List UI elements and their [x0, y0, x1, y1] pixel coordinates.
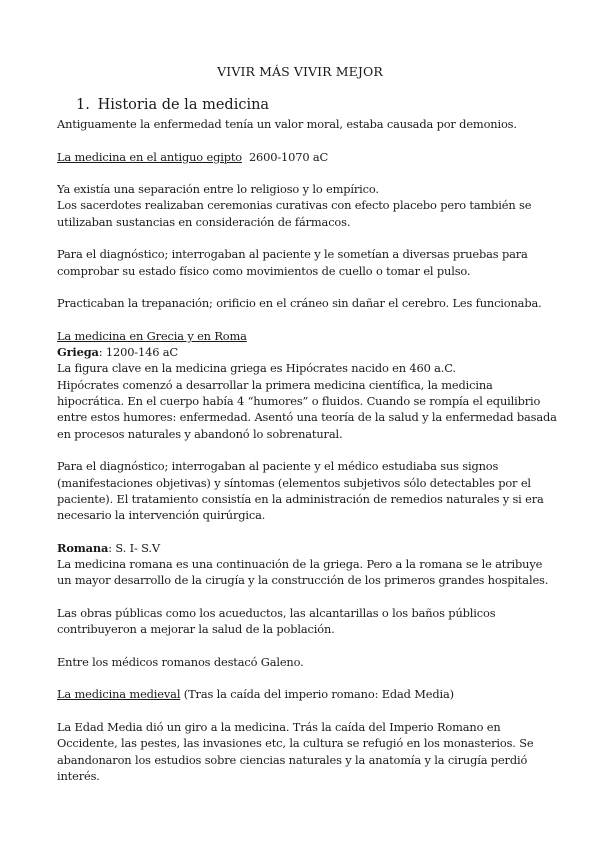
rome-label: Romana [57, 540, 109, 555]
section-heading [76, 97, 269, 113]
egypt-paragraph-1b: Los sacerdotes realizaban ceremonias curativas con efecto placebo pero también se utilizaban sustancias en consideración de fármacos. [57, 198, 532, 229]
section-heading-text: Historia de la medicina [97, 97, 270, 113]
medieval-paragraph-1: La Edad Media dió un giro a la medicina. Trás la caída del Imperio Romano en Occidente, las pestes, las invasiones etc, la cultura se refugió en los monasterios. Se abandonaron los estudios sobre ciencias naturales y la anatomía y la cirugía perdió interés. [57, 719, 534, 783]
egypt-dates: 2600-1070 aC [248, 149, 329, 164]
egypt-heading: La medicina en el antiguo egipto [57, 149, 242, 164]
greece-rome-heading [57, 328, 557, 344]
medieval-note: (Tras la caída del imperio romano: Edad Media) [180, 687, 454, 702]
rome-paragraph-3: Entre los médicos romanos destacó Galeno. [57, 654, 304, 669]
document-title: VIVIR MÁS VIVIR MEJOR [217, 64, 383, 79]
egypt-paragraph-1a: Ya existía una separación entre lo religioso y lo empírico. [57, 182, 379, 197]
medieval-heading: La medicina medieval [57, 687, 181, 702]
greece-rome-heading-text: La medicina en Grecia y en Roma [57, 328, 247, 343]
greece-paragraph-1: La figura clave en la medicina griega es Hipócrates nacido en 460 a.C. [57, 361, 456, 376]
egypt-paragraph-2: Para el diagnóstico; interrogaban al paciente y le sometían a diversas pruebas para comprobar su estado físico como movimientos de cuello o tomar el pulso. [57, 247, 528, 278]
medieval-heading-line [57, 686, 557, 702]
rome-paragraph-2: Las obras públicas como los acueductos, las alcantarillas o los baños públicos contribuyeron a mejorar la salud de la población. [57, 605, 496, 637]
greece-paragraph-2: Hipócrates comenzó a desarrollar la primera medicina científica, la medicina hipocrática. En el cuerpo había 4 “humores” o fluidos. Cuando se rompía el equilibrio entre estos humores: enfermedad. Asentó una teoría de la salud y la enfermedad basada en procesos naturales y abandonó lo sobrenatural. [57, 377, 557, 441]
egypt-paragraph-3: Practicaban la trepanación; orificio en el cráneo sin dañar el cerebro. Les funcionaba. [57, 296, 542, 311]
greece-dates: : 1200-146 aC [98, 345, 178, 360]
intro-paragraph: Antiguamente la enfermedad tenía un valor moral, estaba causada por demonios. [57, 117, 517, 131]
egypt-heading-line [57, 149, 557, 165]
rome-paragraph-1: La medicina romana es una continuación de la griega. Pero a la romana se le atribuye un mayor desarrollo de la cirugía y la construcción de los primeros grandes hospitales. [57, 557, 549, 588]
rome-label-line [57, 540, 557, 556]
greece-label: Griega [57, 345, 99, 360]
greece-paragraph-3: Para el diagnóstico; interrogaban al paciente y el médico estudiaba sus signos (manifestaciones objetivas) y síntomas (elementos subjetivos sólo detectables por el paciente). El tratamiento consistía en la administración de remedios naturales y si era necesario la intervención quirúrgica. [57, 459, 544, 523]
rome-dates: : S. I- S.V [108, 540, 160, 555]
section-number: 1. [76, 97, 90, 113]
greece-label-line [57, 344, 557, 360]
document-body [57, 116, 557, 800]
